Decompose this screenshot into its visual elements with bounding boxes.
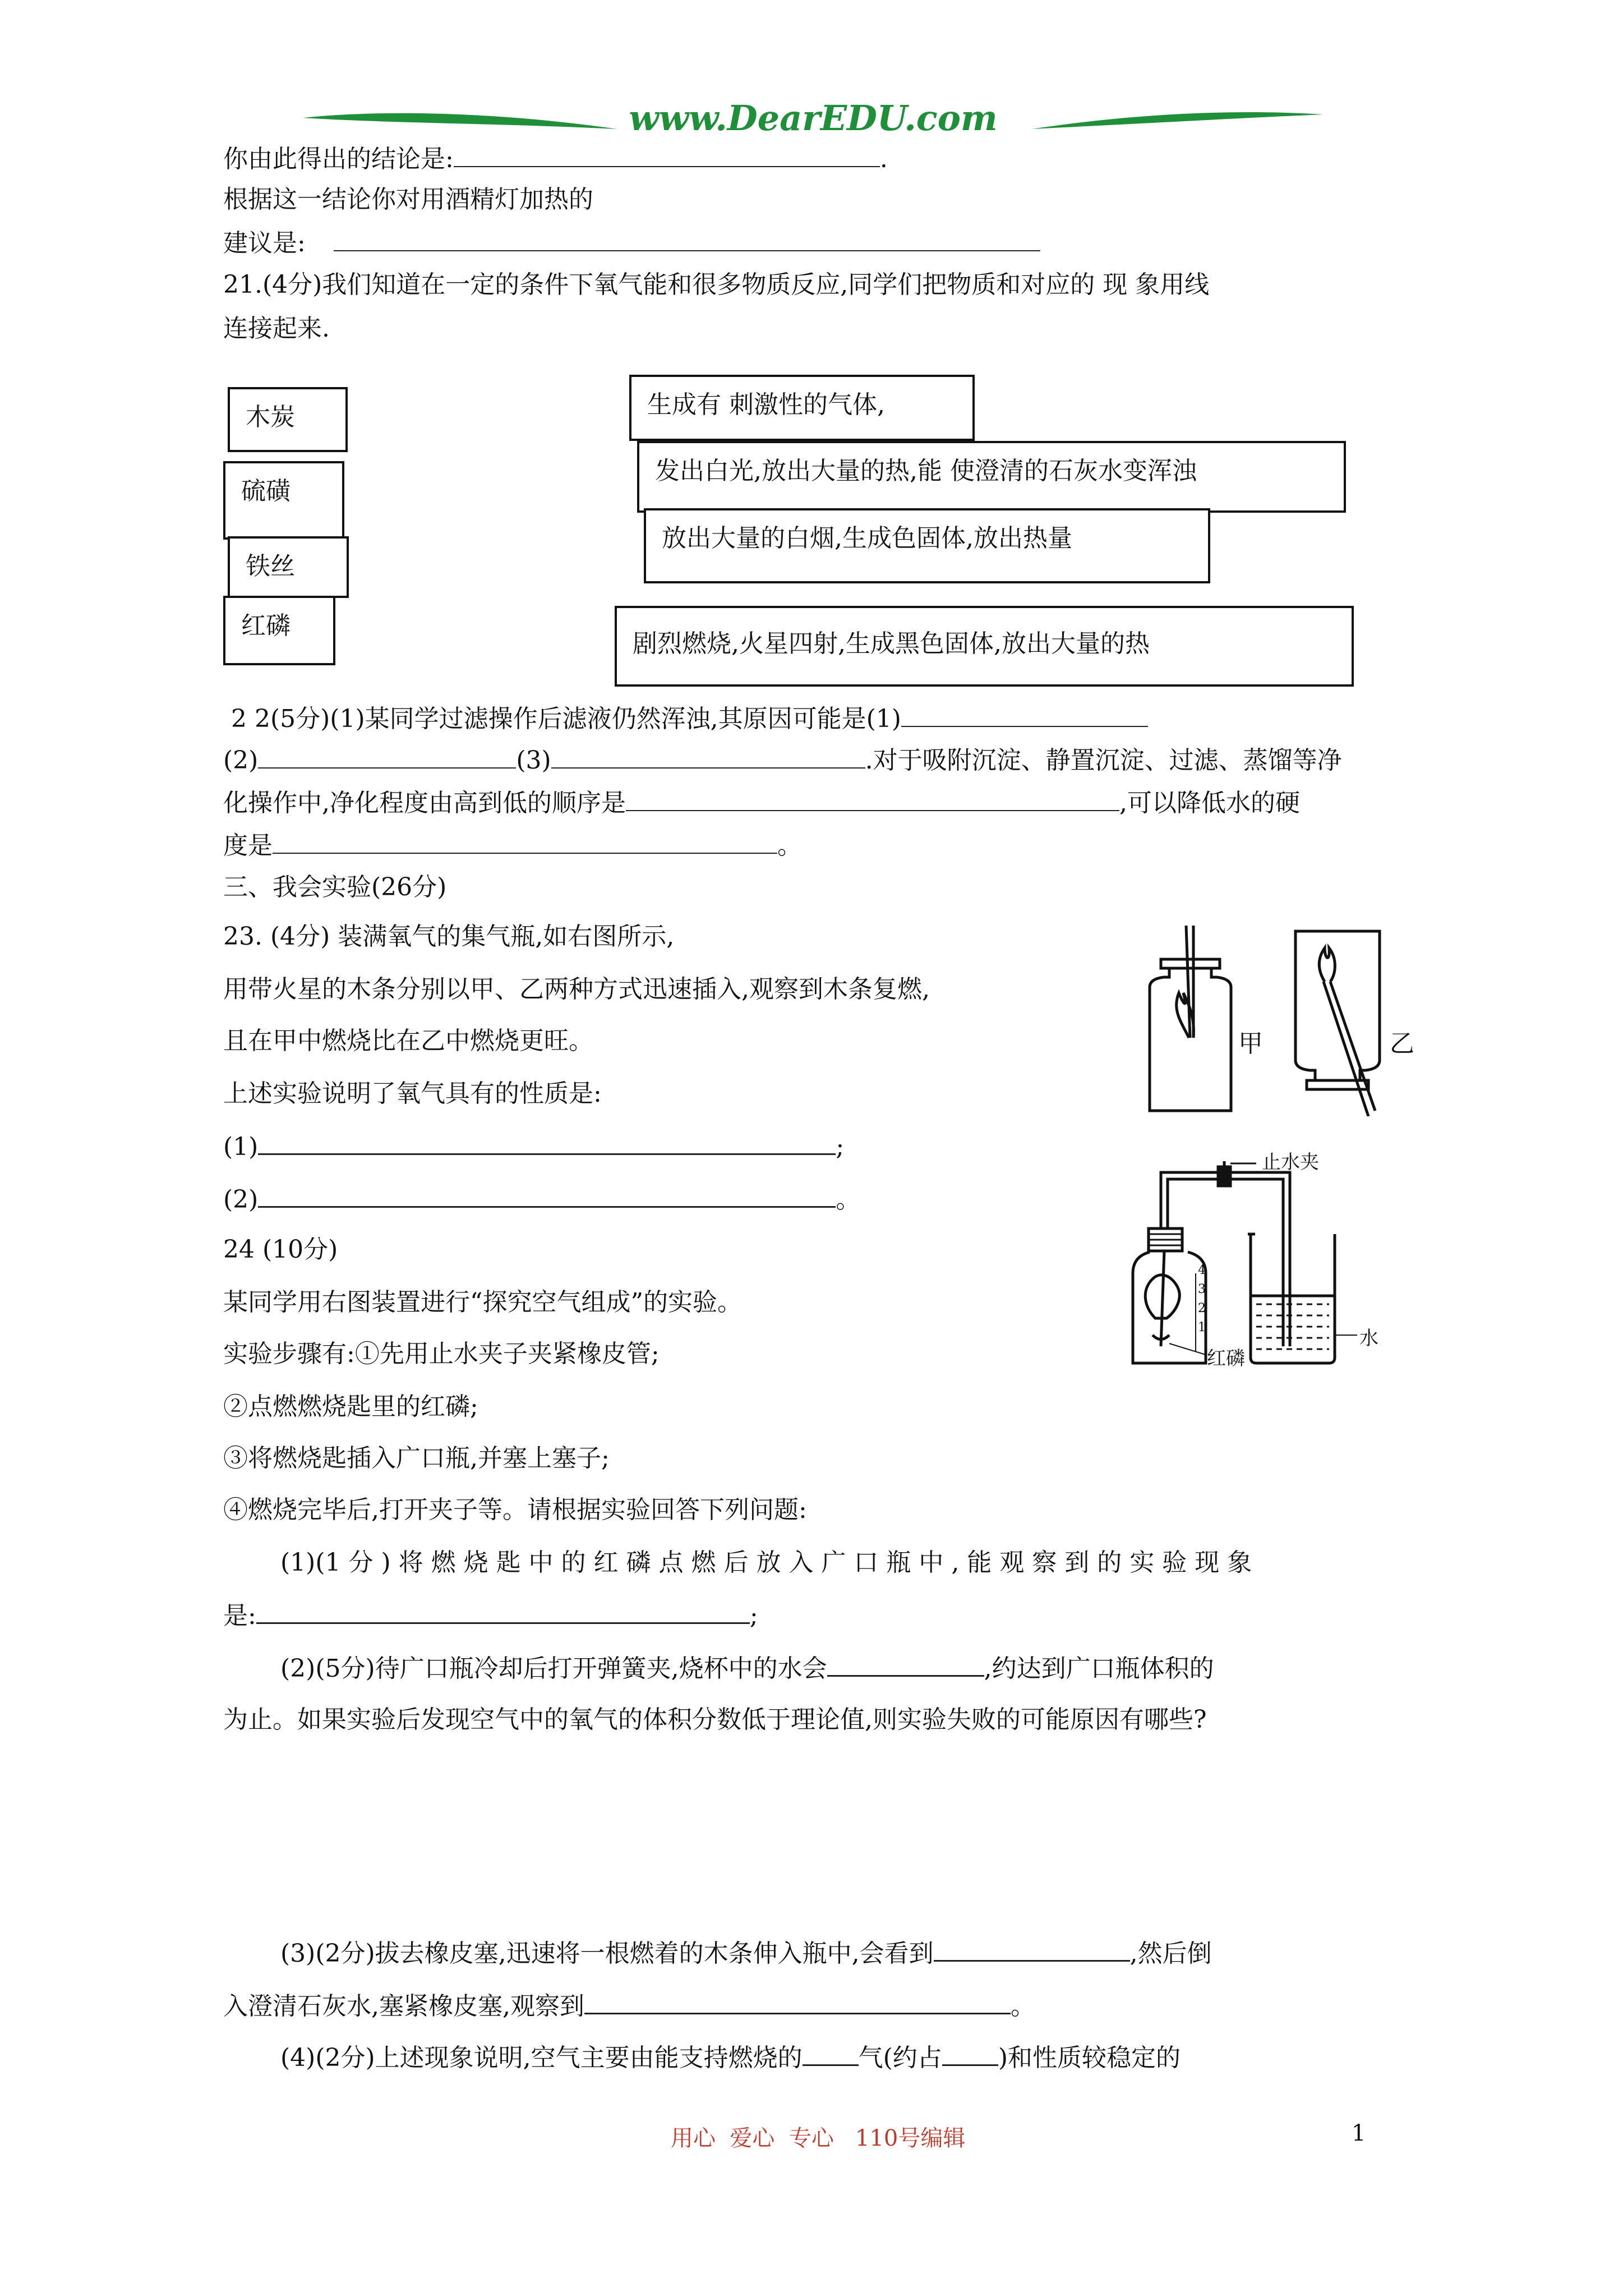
q22-label-3: (3): [516, 746, 551, 775]
q22-line2: [223, 743, 1342, 777]
q20-advice-intro: 根据这一结论你对用酒精灯加热的: [223, 185, 593, 214]
phenomenon-box-1[interactable]: 生成有 刺激性的气体,: [629, 375, 975, 441]
q24-step1: 实验步骤有:①先用止水夹子夹紧橡皮管;: [223, 1340, 660, 1368]
q24-p2-line1: [280, 1650, 1214, 1686]
q24-intro: 某同学用右图装置进行“探究空气组成”的实验。: [223, 1288, 742, 1317]
q23-item2-label: (2): [223, 1185, 259, 1214]
q23-item1-end: ;: [836, 1133, 845, 1161]
q20-conclusion-blank[interactable]: [454, 141, 880, 167]
q22-blank-2[interactable]: [258, 743, 516, 769]
q24-p4-tail: )和性质较稳定的: [998, 2044, 1181, 2072]
q23-item1-blank[interactable]: [258, 1129, 836, 1155]
fig-scale-3: 3: [1198, 1282, 1206, 1296]
q22-line1: [231, 701, 1148, 736]
q22-blank-order[interactable]: [626, 785, 1119, 811]
q24-p1-line1: (1)(1 分 ) 将 燃 烧 匙 中 的 红 磷 点 燃 后 放 入 广 口 瓶 中 , 能 观 察 到 的 实 验 现 象: [280, 1548, 1252, 1577]
q23-line4: 上述实验说明了氧气具有的性质是:: [223, 1079, 602, 1108]
q23-item2-blank[interactable]: [258, 1181, 836, 1208]
fig-scale-2: 2: [1198, 1301, 1206, 1315]
q24-p3-line1-head: (3)(2分)拔去橡皮塞,迅速将一根燃着的木条伸入瓶中,会看到: [280, 1939, 934, 1968]
q24-p3-line1-tail: ,然后倒: [1129, 1939, 1212, 1968]
q24-p4-line1: [280, 2040, 1181, 2075]
q22-blank-3[interactable]: [551, 743, 865, 769]
q24-p3-line2-tail: 。: [1010, 1992, 1035, 2021]
q24-p4-line1-head: (4)(2分)上述现象说明,空气主要由能支持燃烧的: [280, 2044, 803, 2072]
q24-p4-blank-2[interactable]: [942, 2040, 998, 2066]
substance-box-iron-wire[interactable]: 铁丝: [228, 536, 349, 598]
q24-p3-blank-2[interactable]: [584, 1988, 1011, 2014]
q24-p1-blank[interactable]: [256, 1598, 750, 1624]
oxygen-jar-figure: [1127, 926, 1441, 1116]
phenomenon-box-2[interactable]: 发出白光,放出大量的热,能 使澄清的石灰水变浑浊: [637, 441, 1346, 513]
phenomenon-box-3[interactable]: 放出大量的白烟,生成色固体,放出热量: [644, 508, 1210, 583]
q24-p2-line2: 为止。如果实验后发现空气中的氧气的体积分数低于理论值,则实验失败的可能原因有哪些?: [223, 1705, 1207, 1734]
q24-p3-line2: [223, 1988, 1035, 2023]
q22-line1-text: 2 2(5分)(1)某同学过滤操作后滤液仍然浑浊,其原因可能是(1): [231, 705, 901, 733]
q22-label-2: (2): [223, 746, 259, 775]
fig-label-phosphorus: 红磷: [1207, 1347, 1245, 1370]
q21-text-line2: 连接起来.: [223, 314, 330, 343]
q23-line1: 23. (4分) 装满氧气的集气瓶,如右图所示,: [223, 922, 675, 951]
q23-line3: 且在甲中燃烧比在乙中燃烧更旺。: [223, 1027, 593, 1055]
q20-advice: [223, 226, 1040, 260]
fig-label-clamp: 止水夹: [1262, 1151, 1319, 1174]
page-number: 1: [1352, 2120, 1366, 2146]
q24-p2-line1-tail: ,约达到广口瓶体积的: [984, 1654, 1214, 1683]
air-composition-apparatus-figure: [1122, 1150, 1458, 1386]
q22-line4: [223, 828, 802, 863]
q23-item2-end: 。: [836, 1185, 861, 1214]
q24-p1-line2-end: ;: [749, 1602, 758, 1630]
fig-scale-1: 1: [1198, 1320, 1206, 1335]
q24-p3-line2-head: 入澄清石灰水,塞紧橡皮塞,观察到: [223, 1992, 584, 2021]
q24-p3-blank-1[interactable]: [934, 1935, 1130, 1962]
q24-step3: ③将燃烧匙插入广口瓶,并塞上塞子;: [223, 1444, 610, 1473]
phenomenon-box-4[interactable]: 剧烈燃烧,火星四射,生成黑色固体,放出大量的热: [615, 606, 1354, 687]
fig-label-jia: 甲: [1238, 1029, 1263, 1058]
q22-line4-tail: 。: [777, 831, 802, 860]
q22-line3-tail: ,可以降低水的硬: [1119, 789, 1300, 817]
q22-blank-1[interactable]: [901, 701, 1148, 727]
q23-item1: [223, 1129, 844, 1164]
q24-step2: ②点燃燃烧匙里的红磷;: [223, 1392, 478, 1421]
substance-box-red-phosphorus[interactable]: 红磷: [223, 596, 335, 665]
header-site-name[interactable]: www.DearEDU.com: [629, 98, 998, 139]
q23-item2: [223, 1181, 860, 1217]
q23-line2: 用带火星的木条分别以甲、乙两种方式迅速插入,观察到木条复燃,: [223, 975, 930, 1004]
q20-conclusion-label: 你由此得出的结论是:: [223, 145, 454, 173]
q22-blank-hardness[interactable]: [273, 828, 777, 854]
q22-line3-head: 化操作中,净化程度由高到低的顺序是: [223, 789, 626, 817]
section3-title: 三、我会实验(26分): [223, 873, 447, 901]
q24-p4-mid: 气(约占: [858, 2044, 942, 2072]
header-swoosh-right: [1032, 107, 1324, 140]
q20-advice-label: 建议是:: [223, 229, 306, 257]
fig-label-water: 水: [1359, 1327, 1378, 1350]
substance-box-sulfur[interactable]: 硫磺: [223, 461, 344, 540]
header-swoosh-left: [303, 107, 617, 140]
q24-p3-line1: [280, 1935, 1212, 1971]
footer-text: 用心 爱心 专心 110号编辑: [671, 2125, 966, 2151]
substance-box-charcoal[interactable]: 木炭: [228, 387, 348, 452]
q24-p1-line2: [223, 1598, 758, 1633]
q24-title: 24 (10分): [223, 1235, 338, 1264]
q24-p4-blank-1[interactable]: [803, 2040, 859, 2066]
q24-p2-blank[interactable]: [827, 1650, 984, 1677]
q22-line3: [223, 785, 1300, 820]
q24-step4: ④燃烧完毕后,打开夹子等。请根据实验回答下列问题:: [223, 1496, 807, 1524]
q24-p1-line2-head: 是:: [223, 1602, 256, 1630]
fig-label-yi: 乙: [1390, 1029, 1414, 1058]
q20-conclusion: [223, 141, 888, 176]
q24-p2-line1-head: (2)(5分)待广口瓶冷却后打开弹簧夹,烧杯中的水会: [280, 1654, 827, 1683]
q20-advice-blank[interactable]: [334, 226, 1040, 251]
q23-item1-label: (1): [223, 1133, 259, 1161]
fig-scale-4: 4: [1198, 1263, 1206, 1277]
q20-conclusion-end: .: [879, 145, 888, 173]
q22-line2-tail: .对于吸附沉淀、静置沉淀、过滤、蒸馏等净: [865, 746, 1342, 775]
q22-line4-head: 度是: [223, 831, 273, 860]
q21-text-line1: 21.(4分)我们知道在一定的条件下氧气能和很多物质反应,同学们把物质和对应的 现 象用线: [223, 270, 1210, 299]
